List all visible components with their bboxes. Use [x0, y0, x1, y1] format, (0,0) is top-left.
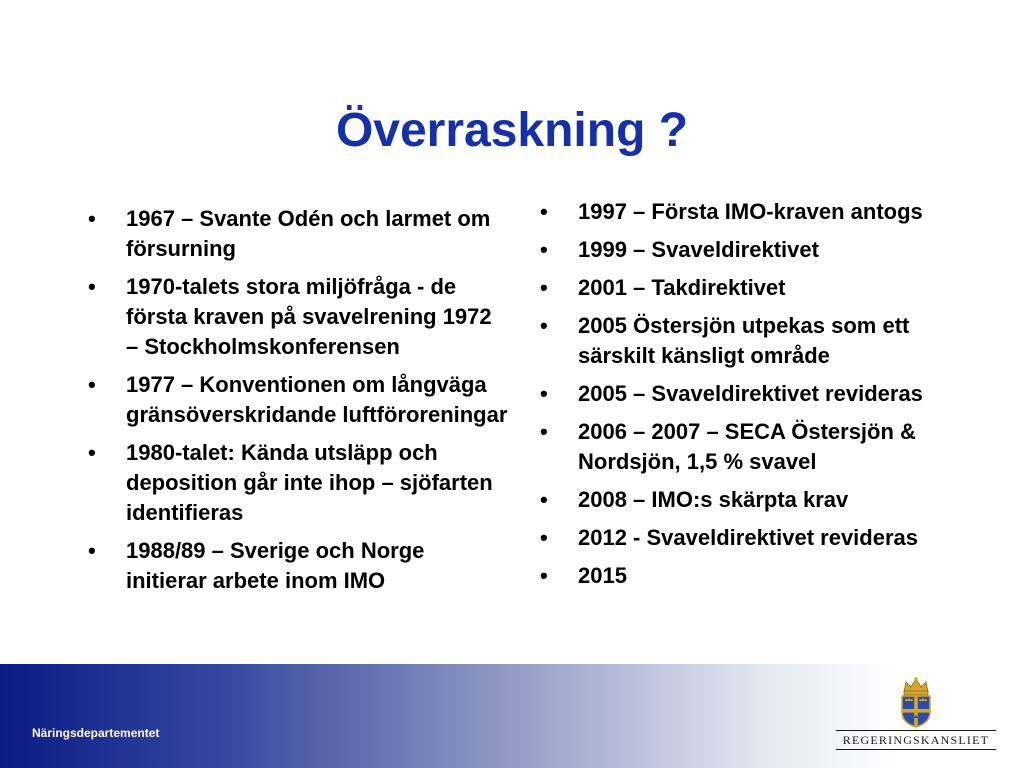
- bullet: •: [540, 275, 548, 300]
- list-item: [540, 485, 970, 515]
- right-bullet-list: [540, 197, 970, 599]
- list-item-text: 2008 – IMO:s skärpta krav: [578, 487, 849, 512]
- list-item: [540, 417, 970, 477]
- list-item-text: 1967 – Svante Odén och larmet om försurning: [126, 206, 491, 261]
- list-item: [540, 561, 970, 591]
- list-item: [540, 273, 970, 303]
- left-bullet-list: [88, 204, 508, 604]
- bullet: •: [88, 206, 96, 231]
- list-item: [540, 311, 970, 371]
- list-item: [540, 235, 970, 265]
- list-item-text: 2006 – 2007 – SECA Östersjön & Nordsjön, 1,5 % svavel: [578, 419, 916, 474]
- list-item-text: 2015: [578, 563, 627, 588]
- list-item: [88, 370, 508, 430]
- bullet: •: [88, 440, 96, 465]
- bullet: •: [540, 525, 548, 550]
- bullet: •: [540, 381, 548, 406]
- list-item-text: 2012 - Svaveldirektivet revideras: [578, 525, 919, 550]
- list-item-text: 1997 – Första IMO-kraven antogs: [578, 199, 923, 224]
- bullet: •: [88, 274, 96, 299]
- slide-title: Överraskning ?: [335, 104, 689, 157]
- list-item-text: 1970-talets stora miljöfråga - de första kraven på svavelrening 1972 – Stockholmskonferensen: [126, 274, 492, 359]
- list-item: [88, 536, 508, 596]
- regeringskansliet-logo: [836, 676, 996, 750]
- bullet: •: [540, 419, 548, 444]
- list-item: [540, 379, 970, 409]
- bullet: •: [88, 372, 96, 397]
- bullet: •: [540, 313, 548, 338]
- list-item: [88, 272, 508, 362]
- list-item: [88, 438, 508, 528]
- list-item: [540, 523, 970, 553]
- list-item: [540, 197, 970, 227]
- list-item-text: 1999 – Svaveldirektivet: [578, 237, 819, 262]
- list-item: [88, 204, 508, 264]
- logo-text: REGERINGSKANSLIET: [836, 730, 996, 750]
- bullet: •: [540, 237, 548, 262]
- list-item-text: 1977 – Konventionen om långväga gränsöverskridande luftföroreningar: [126, 372, 508, 427]
- crown-shield-icon: [896, 676, 936, 728]
- list-item-text: 2005 – Svaveldirektivet revideras: [578, 381, 923, 406]
- list-item-text: 1988/89 – Sverige och Norge initierar arbete inom IMO: [126, 538, 425, 593]
- list-item-text: 1980-talet: Kända utsläpp och deposition går inte ihop – sjöfarten identifieras: [126, 440, 493, 525]
- bullet: •: [88, 538, 96, 563]
- bullet: •: [540, 487, 548, 512]
- bullet: •: [540, 199, 548, 224]
- list-item-text: 2001 – Takdirektivet: [578, 275, 786, 300]
- bullet: •: [540, 563, 548, 588]
- footer-department-label: Näringsdepartementet: [32, 726, 160, 740]
- list-item-text: 2005 Östersjön utpekas som ett särskilt känsligt område: [578, 313, 910, 368]
